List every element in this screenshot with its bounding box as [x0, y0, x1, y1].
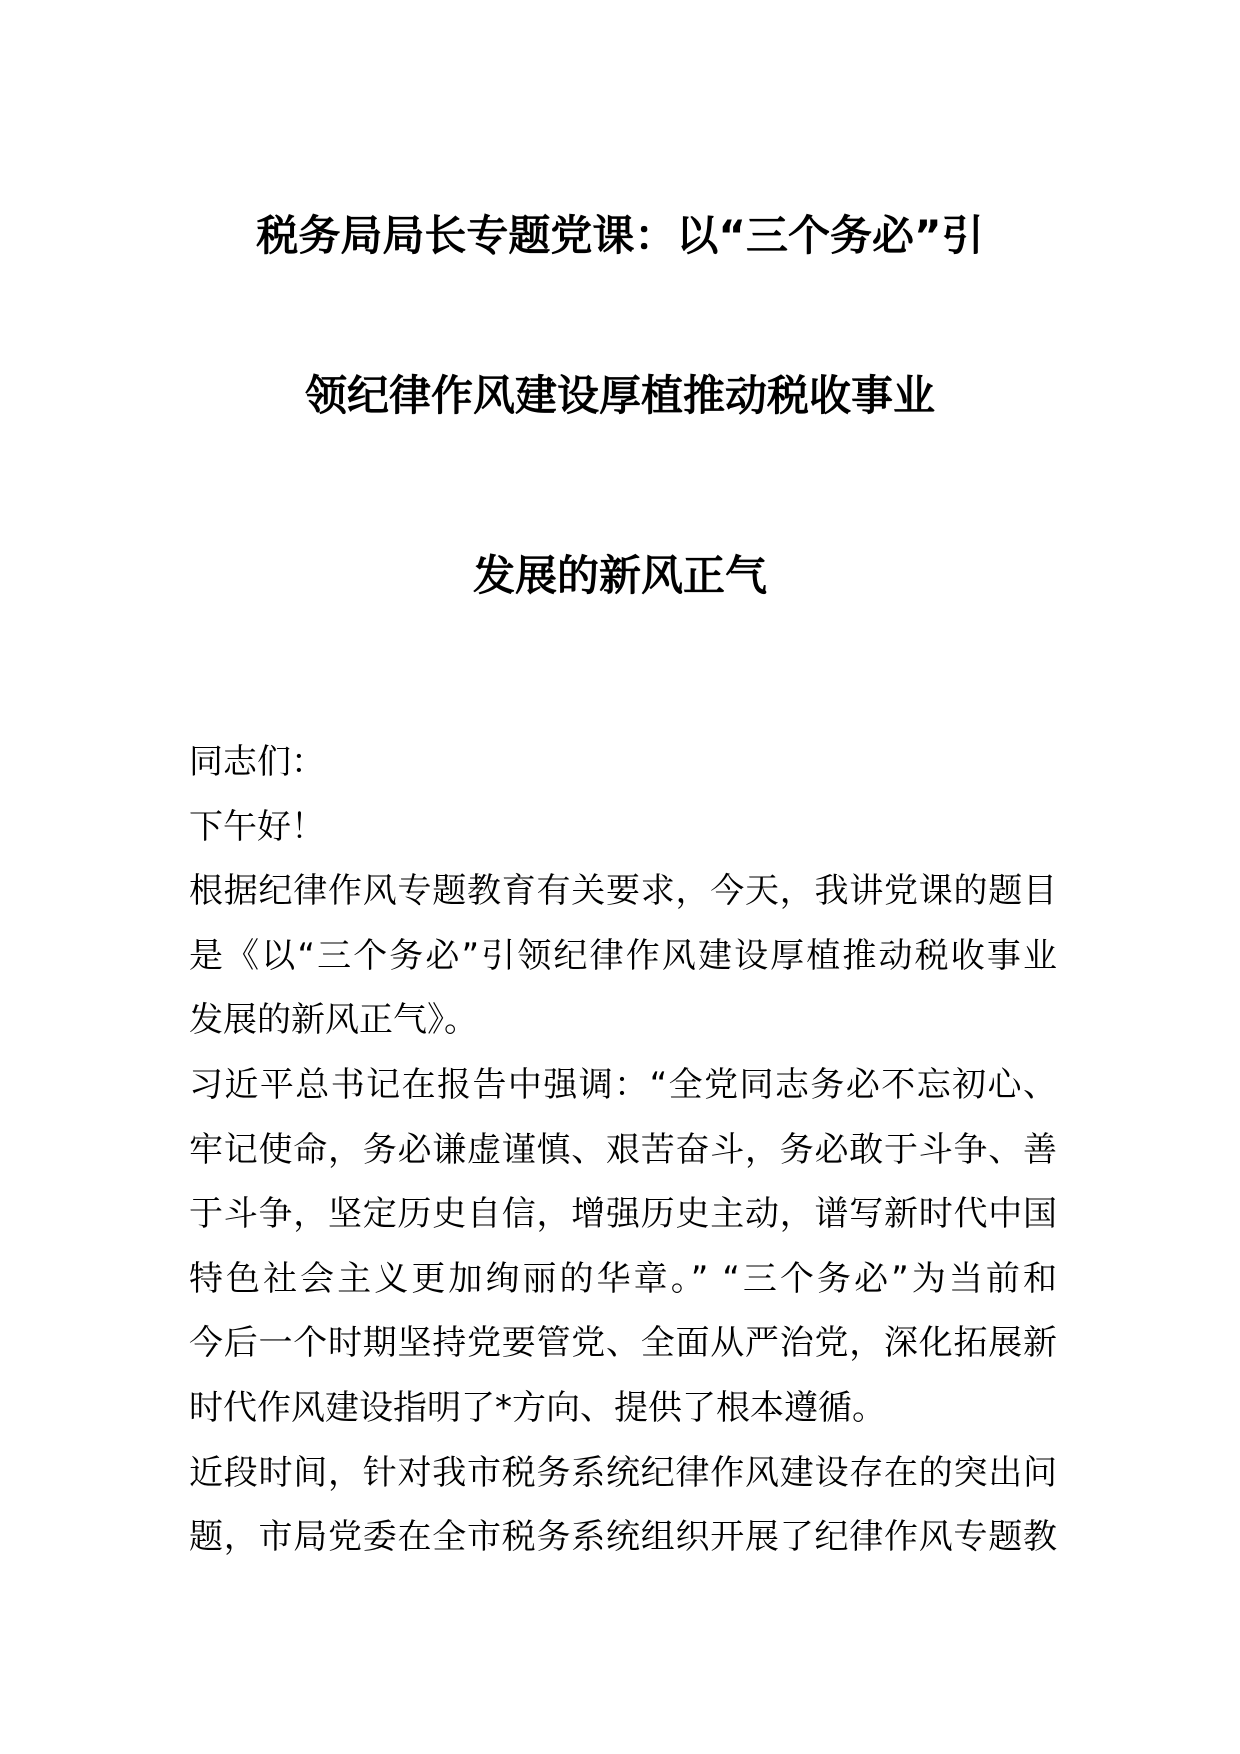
document-body: [189, 730, 1057, 1570]
title-line: 税务局局长专题党课：以“三个务必”引: [256, 211, 984, 260]
body-text-line: 特色社会主义更加绚丽的华章。” “三个务必”为当前和: [189, 1258, 1057, 1299]
body-text-line: 是《以“三个务必”引领纪律作风建设厚植推动税收事业: [189, 935, 1057, 976]
body-text-line: 习近平总书记在报告中强调：“全党同志务必不忘初心、: [189, 1064, 1057, 1105]
body-text-line: 于斗争，坚定历史自信，增强历史主动，谱写新时代中国: [189, 1194, 1057, 1235]
body-text-line: 根据纪律作风专题教育有关要求，今天，我讲党课的题目: [189, 871, 1057, 912]
title-line: 发展的新风正气: [472, 551, 767, 600]
body-text-line: 发展的新风正气》。: [189, 1000, 478, 1041]
body-text-line: 下午好！: [189, 806, 325, 847]
body-text-line: 近段时间，针对我市税务系统纪律作风建设存在的突出问: [189, 1452, 1057, 1493]
body-text-line: 同志们：: [189, 742, 325, 782]
body-text-line: 今后一个时期坚持党要管党、全面从严治党，深化拓展新: [189, 1323, 1057, 1364]
body-text-line: 题，市局党委在全市税务系统组织开展了纪律作风专题教: [189, 1517, 1057, 1558]
title-line: 领纪律作风建设厚植推动税收事业: [304, 371, 935, 420]
body-text-line: 牢记使命，务必谦虚谨慎、艰苦奋斗，务必敢于斗争、善: [189, 1129, 1057, 1170]
body-text-line: 时代作风建设指明了*方向、提供了根本遵循。: [189, 1387, 886, 1428]
